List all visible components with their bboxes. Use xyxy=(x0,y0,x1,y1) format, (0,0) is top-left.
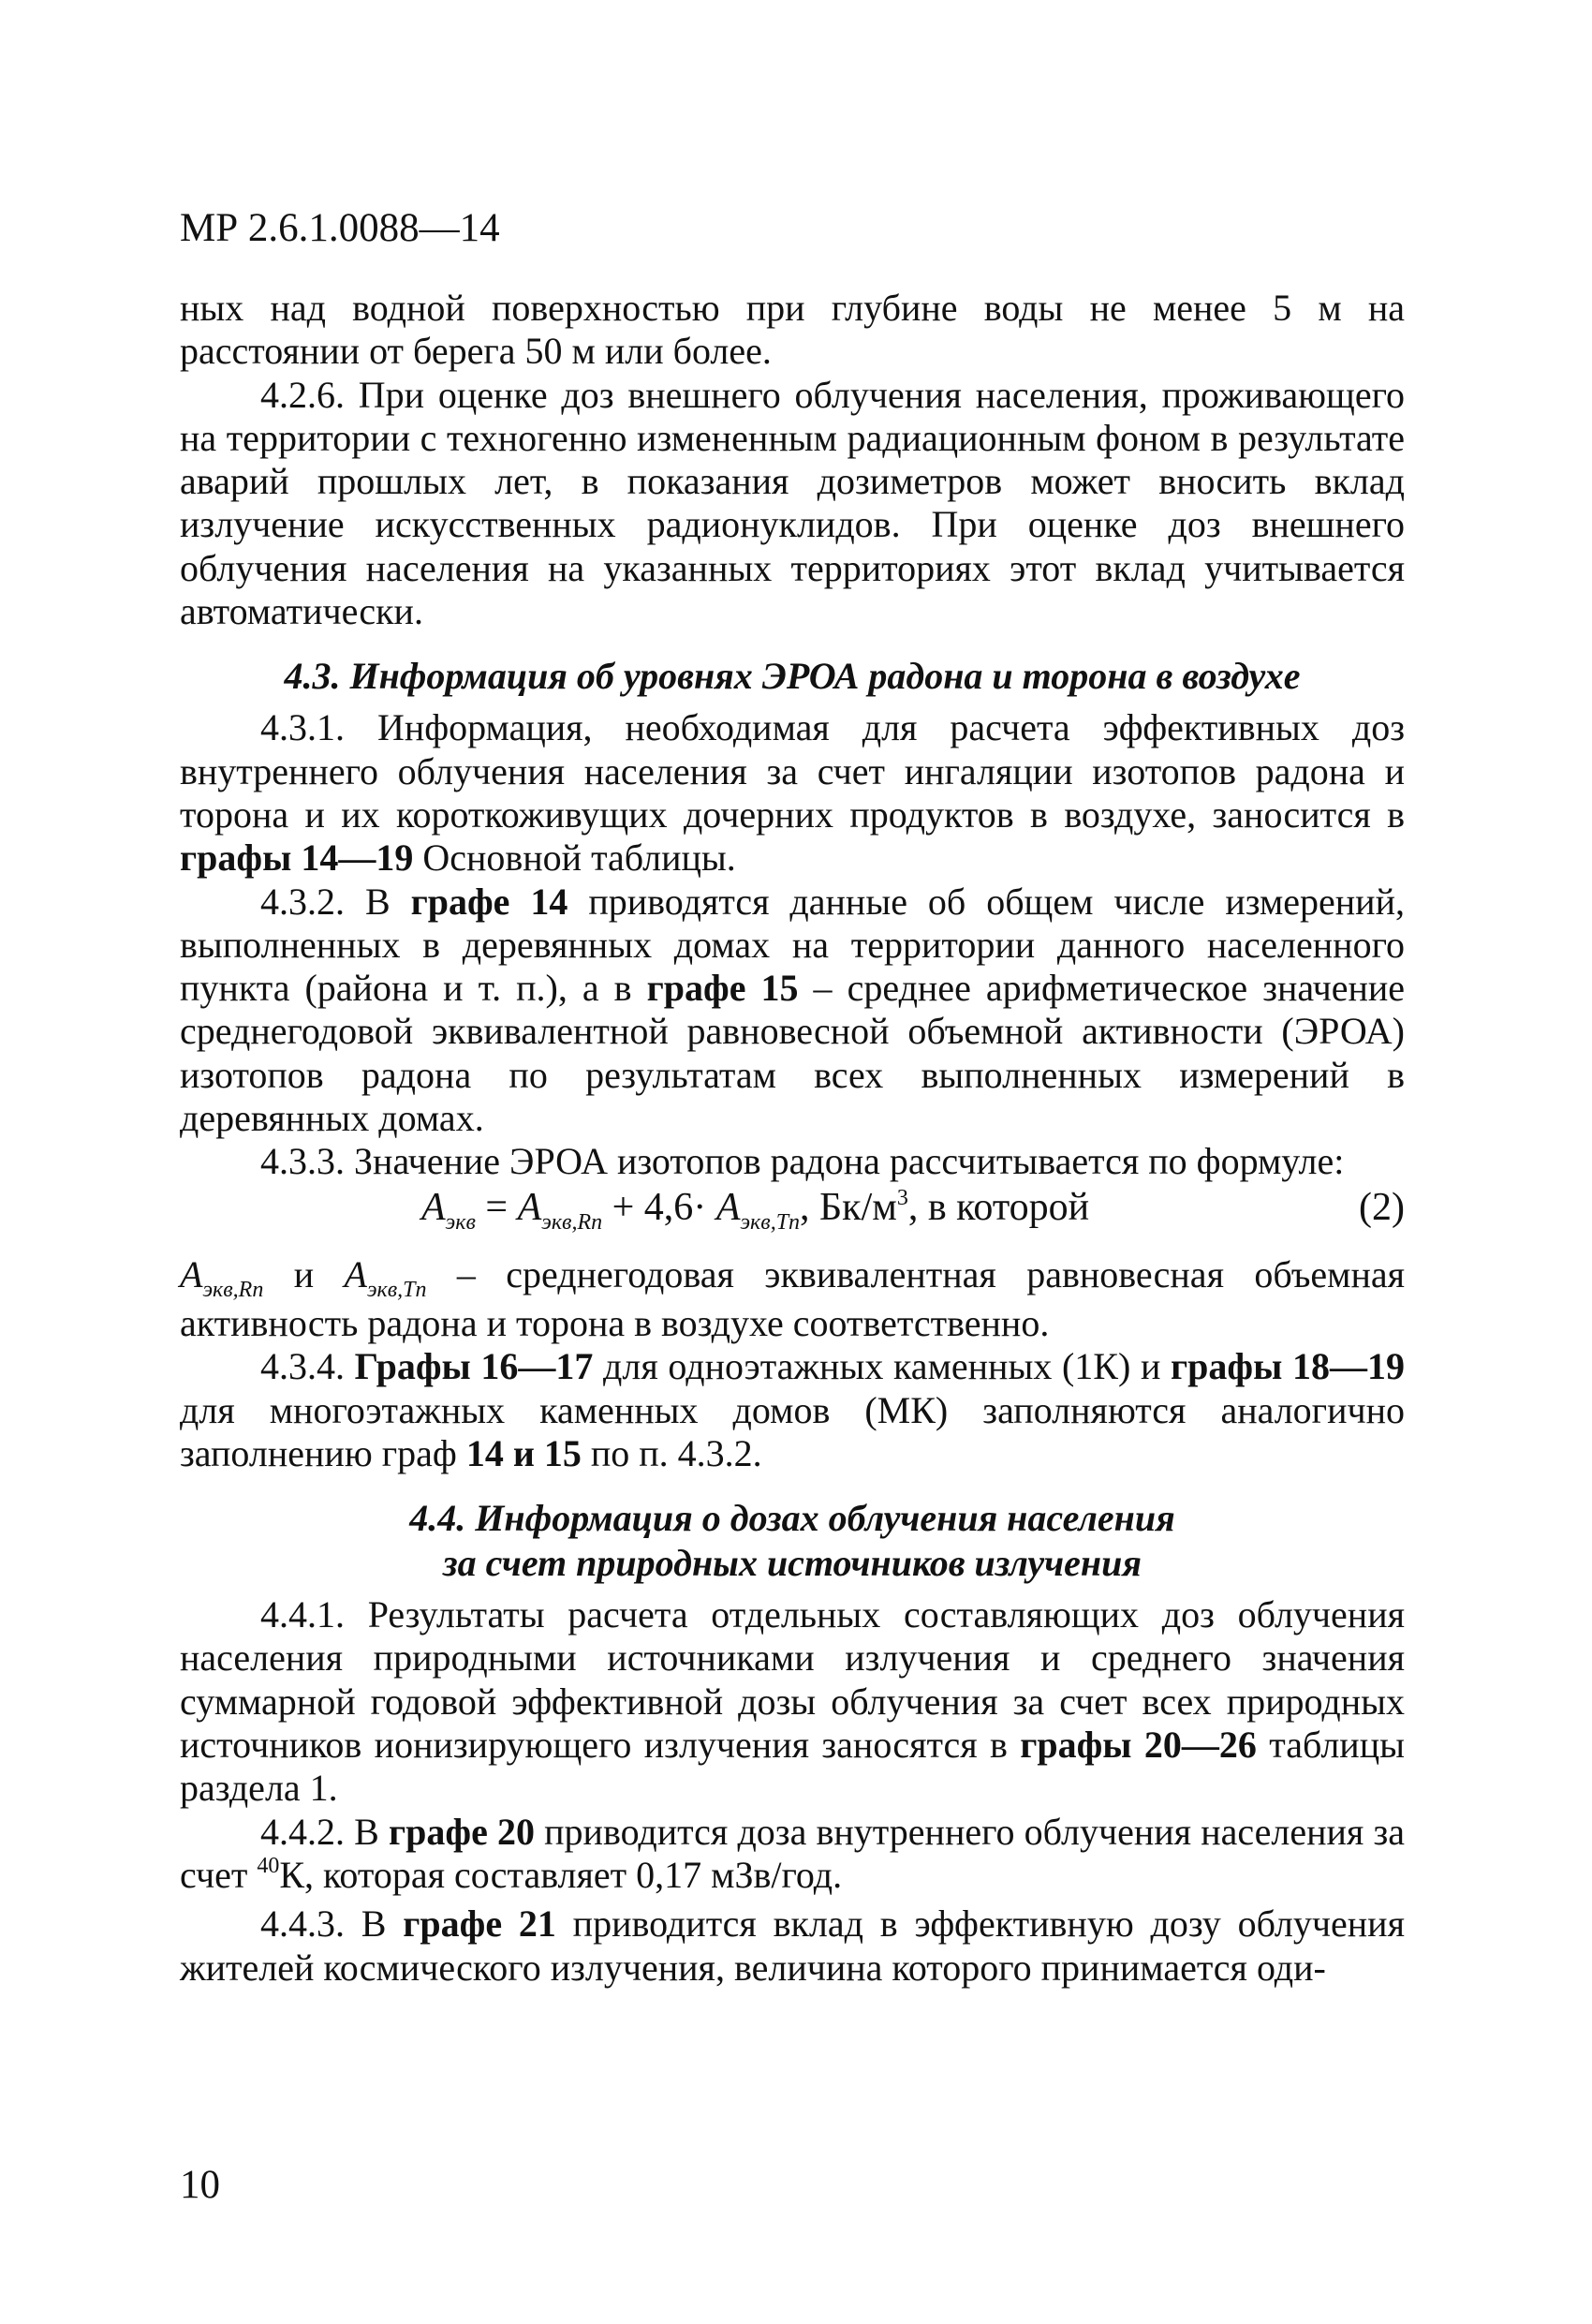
section-heading-4-4 xyxy=(180,1496,1405,1586)
section-heading-4-3 xyxy=(180,654,1405,699)
formula-var: A xyxy=(344,1252,367,1295)
paragraph-4-3-4 xyxy=(180,1345,1405,1475)
bold-run: 14 и 15 xyxy=(465,1431,582,1474)
document-code: МР 2.6.1.0088—14 xyxy=(180,206,500,250)
text-run: таблицы раздела 1. xyxy=(180,1724,1405,1810)
page-number: 10 xyxy=(180,2163,220,2207)
paragraph-continuation: ных над водной поверхностью при глубине воды не менее 5 м на расстоянии от берега 50 м или более. xyxy=(180,287,1405,373)
paragraph-4-2-6: 4.2.6. При оценке доз внешнего облучения населения, проживающего на территории с техногенно измененным радиационным фоном в результате аварий прошлых лет, в показания дозиметров может вносить вклад излучение искусственных радионуклидов. При оценке доз внешнего облучения населения на указанных территориях этот вклад учитывается автоматически. xyxy=(180,373,1405,633)
text-run: и xyxy=(263,1252,345,1295)
bold-run: графе 14 xyxy=(410,880,568,923)
formula-definition xyxy=(180,1253,1405,1346)
text-run: 4.3.1. Информация, необходимая для расчета эффективных доз внутреннего облучения населения за счет ингаляции изотопов радона и торона и их короткоживущих дочерних продуктов в воздухе, заносится в xyxy=(180,706,1405,836)
paragraph-4-4-2 xyxy=(180,1811,1405,1903)
section-heading-4-4-line2: за счет природных источников излучения xyxy=(443,1542,1142,1585)
bold-run: Графы 16—17 xyxy=(354,1345,594,1388)
formula-number: (2) xyxy=(1359,1185,1405,1229)
text-run: для многоэтажных каменных домов (МК) заполняются аналогично заполнению граф xyxy=(180,1388,1405,1474)
formula-var: A xyxy=(715,1185,741,1229)
paragraph-4-4-1 xyxy=(180,1593,1405,1810)
formula-operator: = xyxy=(475,1185,518,1229)
text-run: приводится вклад в эффективную дозу облучения жителей космического излучения, величина которого принимается оди- xyxy=(180,1902,1405,1989)
paragraph-4-3-1 xyxy=(180,706,1405,880)
superscript: 40 xyxy=(257,1853,280,1878)
bold-run: графы 20—26 xyxy=(1020,1724,1257,1767)
bold-run: графе 15 xyxy=(646,967,799,1010)
formula-var: A xyxy=(180,1252,203,1295)
text-run: – среднее арифметическое значение среднегодовой эквивалентной равновесной объемной активности (ЭРОА) изотопов радона по результатам всех выполненных измерений в деревянных домах. xyxy=(180,967,1406,1140)
formula-tail: , в которой xyxy=(907,1185,1090,1229)
bold-run: графе 20 xyxy=(389,1810,535,1853)
bold-run: графе 21 xyxy=(403,1902,556,1946)
text-run: для одноэтажных каменных (1К) и xyxy=(593,1345,1172,1388)
text-run: 4.4.3. В xyxy=(260,1902,404,1946)
formula-subscript: экв,Rn xyxy=(541,1209,603,1235)
paragraph-4-3-3: 4.3.3. Значение ЭРОА изотопов радона рассчитывается по формуле: xyxy=(260,1140,1345,1183)
formula-unit: , Бк/м xyxy=(800,1185,897,1229)
text-run: приводится доза внутреннего облучения населения за счет xyxy=(180,1810,1406,1896)
bold-run: графы 18—19 xyxy=(1171,1345,1405,1388)
section-heading-4-3-text: 4.3. Информация об уровнях ЭРОА радона и торона в воздухе xyxy=(284,655,1301,698)
formula-var: A xyxy=(421,1185,446,1229)
text-run: 4.4.2. В xyxy=(260,1810,389,1853)
paragraph-4-4-3 xyxy=(180,1902,1405,1990)
formula-subscript: экв,Tn xyxy=(366,1277,427,1302)
text-run: 4.3.2. В xyxy=(260,880,411,923)
formula-expression xyxy=(421,1186,1089,1235)
text-run: приводятся данные об общем числе измерений, выполненных в деревянных домах на территории данного населенного пункта (района и т. п.), а в xyxy=(180,880,1405,1010)
formula-superscript: 3 xyxy=(896,1185,908,1210)
formula-subscript: экв xyxy=(445,1209,476,1235)
main-text xyxy=(180,287,1405,1990)
formula-subscript: экв,Rn xyxy=(202,1277,264,1302)
text-run: 4.3.4. xyxy=(260,1345,355,1388)
formula-2 xyxy=(180,1186,1405,1244)
formula-operator: + 4,6· xyxy=(602,1185,716,1229)
text-run: Основной таблицы. xyxy=(413,836,736,880)
text-run: по п. 4.3.2. xyxy=(581,1431,762,1474)
text-run: К, которая составляет 0,17 мЗв/год. xyxy=(279,1853,843,1896)
paragraph-4-3-2 xyxy=(180,881,1405,1141)
text-run: 4.4.1. Результаты расчета отдельных составляющих доз облучения населения природными источниками излучения и среднего значения суммарной годовой эффективной дозы облучения за счет всех природных источников ионизирующего излучения заносятся в xyxy=(180,1593,1405,1767)
formula-var: A xyxy=(517,1185,542,1229)
formula-subscript: экв,Tn xyxy=(740,1209,801,1235)
text-run: – среднегодовая эквивалентная равновесная объемная активность радона и торона в воздухе соответственно. xyxy=(180,1252,1406,1344)
section-heading-4-4-line1: 4.4. Информация о дозах облучения населения xyxy=(409,1497,1175,1540)
bold-run: графы 14—19 xyxy=(180,836,414,880)
